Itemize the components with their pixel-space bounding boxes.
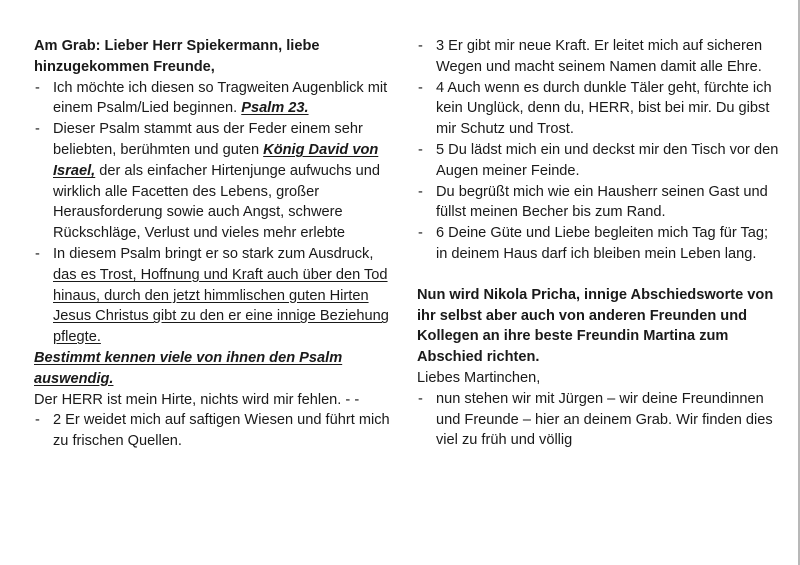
paragraph-gap [417,265,779,285]
psalm-verse: - 4 Auch wenn es durch dunkle Täler geht, fürchte ich kein Unglück, denn du, HERR, bist bei mir. Du gibst mir Schutz und Trost. [417,78,779,140]
psalm-reference: Psalm 23. [241,100,309,117]
item-text: Ich möchte ich diesen so Tragweiten Augenblick mit einem Psalm/Lied beginnen. [53,79,388,117]
announcement: Nun wird Nikola Pricha, innige Abschiedsworte von ihr selbst aber auch von anderen Freunden und Kollegen an ihre beste Freundin Martina zum Abschied richten. [417,286,774,366]
farewell-list [417,389,779,451]
speech-heading: Am Grab: Lieber Herr Spiekermann, liebe hinzugekommen Freunde, [34,38,320,75]
psalm-verse: - Du begrüßt mich wie ein Hausherr seinen Gast und füllst meinen Becher bis zum Rand. [417,182,779,224]
list-item [34,78,394,120]
psalm-verse-2: - 2 Er weidet mich auf saftigen Wiesen und führt mich zu frischen Quellen. [34,410,394,452]
king-david-emphasis: König David von Israel, [53,141,379,179]
item-text: In diesem Psalm bringt er so stark zum Ausdruck, [53,245,374,262]
item-text: der als einfacher Hirtenjunge aufwuchs und wirklich alle Facetten des Lebens, großer Herausforderung sowie auch Angst, schwere Rückschläge, Verlust und vieles mehr erlebte [53,162,380,242]
intro-list [34,78,394,348]
psalm-verse: - 3 Er gibt mir neue Kraft. Er leitet mich auf sicheren Wegen und macht seinem Namen damit alle Ehre. [417,36,779,78]
right-column [417,36,779,451]
list-item [34,119,394,244]
psalm-verse: - 6 Deine Güte und Liebe begleiten mich Tag für Tag; in deinem Haus darf ich bleiben mein Leben lang. [417,223,779,265]
psalm-verse: - 5 Du lädst mich ein und deckst mir den Tisch vor den Augen meiner Feinde. [417,140,779,182]
psalm-verse-1: Der HERR ist mein Hirte, nichts wird mir fehlen. - - [34,391,360,408]
list-item: - nun stehen wir mit Jürgen – wir deine Freundinnen und Freunde – hier an deinem Grab. Wir finden dies viel zu früh und völlig [417,389,779,451]
underlined-passage: das es Trost, Hoffnung und Kraft auch über den Tod hinaus, durch den jetzt himmlischen guten Hirten Jesus Christus gibt zu den er eine innige Beziehung pflegte. [53,266,389,346]
emphasis-line: Bestimmt kennen viele von ihnen den Psalm auswendig. [34,349,343,387]
item-text: Dieser Psalm stammt aus der Feder einem sehr beliebten, berühmten und guten [53,121,363,158]
greeting: Liebes Martinchen, [417,369,541,386]
psalm-verses-list [417,36,779,265]
list-item [34,244,394,348]
verse-list [34,410,394,452]
left-column [34,36,394,452]
